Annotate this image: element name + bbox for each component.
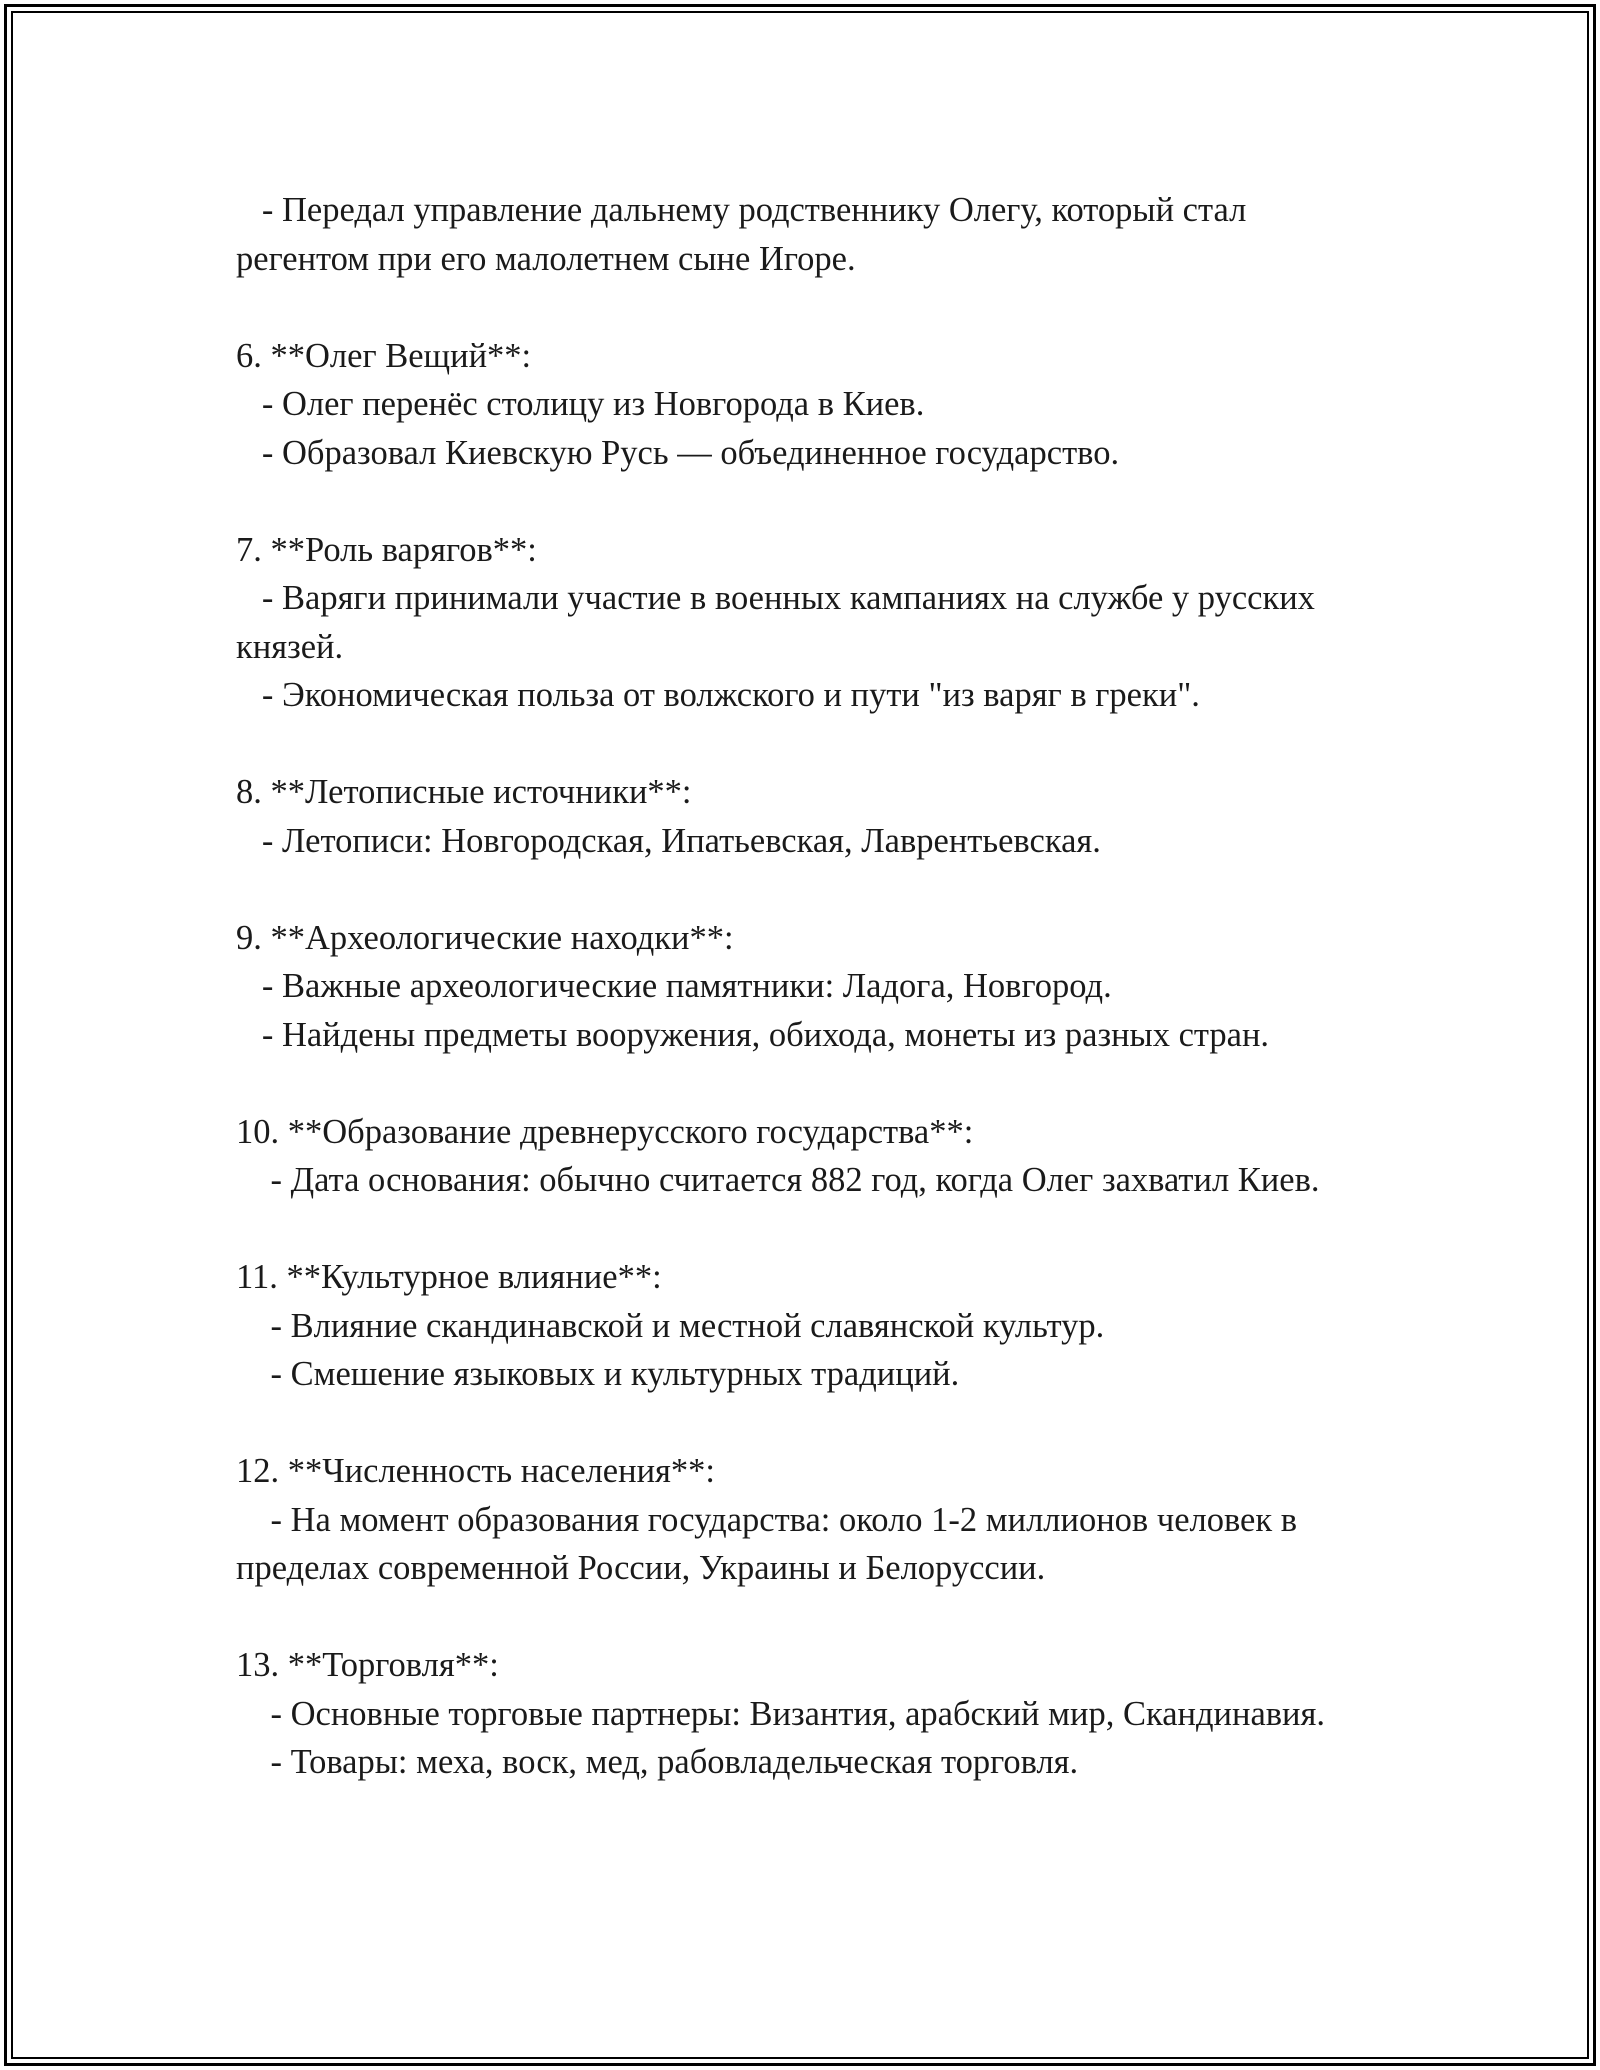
bullet-line: - Образовал Киевскую Русь — объединенное государство.	[236, 433, 1120, 472]
item-heading: 13. **Торговля**:	[236, 1646, 499, 1684]
bullet-line: - Экономическая польза от волжского и пути "из варяг в греки".	[236, 676, 1200, 714]
bullet-line: - Варяги принимали участие в военных кампаниях на службе у русских князей.	[236, 579, 1324, 666]
text-block-12	[236, 1447, 1376, 1593]
bullet-line: - Важные археологические памятники: Ладога, Новгород.	[236, 967, 1112, 1005]
bullet-line: - Влияние скандинавской и местной славянской культур.	[236, 1306, 1105, 1345]
bullet-line: - На момент образования государства: около 1-2 миллионов человек в пределах современной России, Украины и Белоруссии.	[236, 1500, 1306, 1587]
item-heading: 6. **Олег Вещий**:	[236, 336, 532, 375]
document-text	[236, 186, 1376, 1835]
item-heading: 8. **Летописные источники**:	[236, 773, 692, 811]
bullet-line: - Основные торговые партнеры: Византия, арабский мир, Скандинавия.	[236, 1694, 1326, 1733]
text-block-7	[236, 526, 1376, 720]
text-block-6	[236, 332, 1376, 478]
text-block-10	[236, 1108, 1376, 1205]
bullet-line: - Товары: меха, воск, мед, рабовладельческая торговля.	[236, 1743, 1079, 1781]
bullet-line: - Смешение языковых и культурных традиций.	[236, 1355, 960, 1393]
item-heading: 7. **Роль варягов**:	[236, 530, 537, 569]
text-block-11	[236, 1253, 1376, 1399]
item-heading: 11. **Культурное влияние**:	[236, 1258, 662, 1296]
bullet-line: - Олег перенёс столицу из Новгорода в Киев.	[236, 385, 925, 423]
text-block-8	[236, 768, 1376, 865]
item-heading: 10. **Образование древнерусского государства**:	[236, 1112, 974, 1151]
text-block-13	[236, 1641, 1376, 1787]
text-block-intro	[236, 186, 1376, 283]
bullet-line: - Найдены предметы вооружения, обихода, монеты из разных стран.	[236, 1015, 1270, 1054]
item-heading: 9. **Археологические находки**:	[236, 918, 734, 957]
bullet-line: - Летописи: Новгородская, Ипатьевская, Лаврентьевская.	[236, 821, 1101, 860]
bullet-line: - Передал управление дальнему родственнику Олегу, который стал регентом при его малолетнем сыне Игоре.	[236, 191, 1255, 278]
text-block-9	[236, 914, 1376, 1060]
item-heading: 12. **Численность населения**:	[236, 1452, 715, 1490]
bullet-line: - Дата основания: обычно считается 882 год, когда Олег захватил Киев.	[236, 1161, 1320, 1199]
